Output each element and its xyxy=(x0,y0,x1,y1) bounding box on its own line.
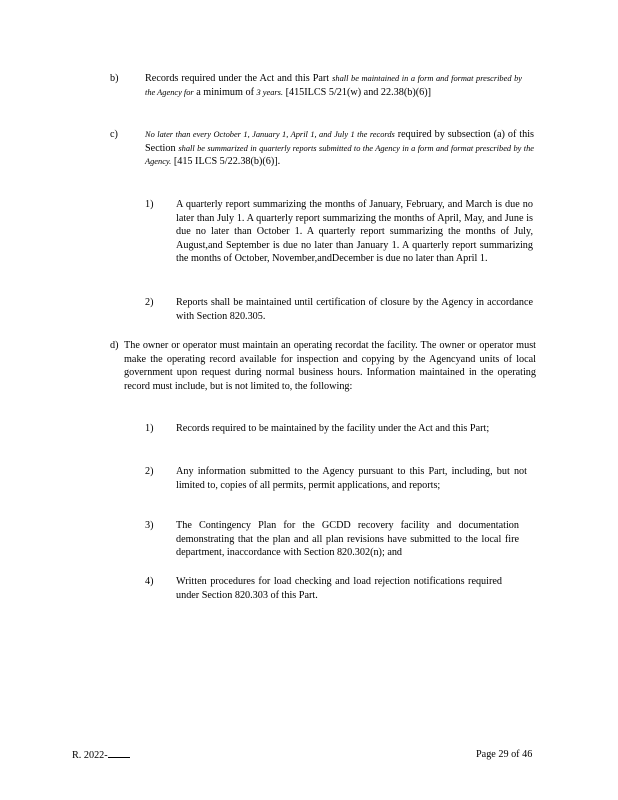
subsection-b-italic-1: shall be maintained in a form and format prescribed by the Agency for xyxy=(145,74,523,97)
footer-page-number: Page 29 of 46 xyxy=(476,749,533,760)
subsection-d-label: d) xyxy=(110,340,119,351)
item-d1-label: 1) xyxy=(145,423,154,434)
subsection-b-text-1: Records required under the Act and this Part xyxy=(145,73,330,84)
subsection-c-citation: [415 ILCS 5/22.38(b)(6)]. xyxy=(173,156,281,168)
item-d3-label: 3) xyxy=(145,520,154,531)
subsection-b-italic-2: 3 years. xyxy=(256,87,284,97)
subsection-c-italic-2: shall be summarized in quarterly reports submitted to the Agency in a form and format prescribed by the Agency. xyxy=(145,143,534,167)
subsection-c-label: c) xyxy=(110,129,118,140)
item-d2-text: Any information submitted to the Agency pursuant to this Part, including, but not limited to, copies of all permits, permit applications, and reports; xyxy=(176,466,527,491)
item-d3-text: The Contingency Plan for the GCDD recovery facility and documentation demonstrating that the plan and all plan revisions have submitted to the local fire department, inaccordance with Section 820.302(n); and xyxy=(176,520,519,559)
item-c2-text: Reports shall be maintained until certification of closure by the Agency in accordance with Section 820.305. xyxy=(176,297,533,322)
subsection-b-text xyxy=(145,72,522,99)
item-d1-text: Records required to be maintained by the facility under the Act and this Part; xyxy=(176,423,490,434)
item-d4-label: 4) xyxy=(145,576,154,587)
item-c2-label: 2) xyxy=(145,297,154,308)
subsection-b-citation: [415ILCS 5/21(w) and 22.38(b)(6)] xyxy=(285,86,432,98)
subsection-c-text xyxy=(145,128,534,169)
item-d2-label: 2) xyxy=(145,466,154,477)
subsection-b-text-2: a minimum of xyxy=(196,86,254,98)
subsection-d-body: The owner or operator must maintain an operating recordat the facility. The owner or operator must make the operating record available for inspection and copying by the Agencyand units of local government upon request during normal business hours. Information maintained in the operating record must include, but is not limited to, the following: xyxy=(124,340,536,392)
subsection-b-label: b) xyxy=(110,73,119,84)
footer-docket-blank xyxy=(108,748,130,758)
subsection-c-text-1: required by subsection (a) of this Section xyxy=(145,129,534,154)
item-d4-text: Written procedures for load checking and load rejection notifications required under Section 820.303 of this Part. xyxy=(176,576,502,601)
item-c1-text: A quarterly report summarizing the months of January, February, and March is due no later than July 1. A quarterly report summarizing the months of April, May, and June is due no later than October 1. A quarterly report summarizing the months of July, August,and September is due no later than January 1. A quarterly report summarizing the months of October, November,andDecember is due no later than April 1. xyxy=(176,199,533,265)
footer-docket-text: R. 2022- xyxy=(72,750,108,761)
subsection-d-text xyxy=(124,339,536,393)
item-c1-label: 1) xyxy=(145,199,154,210)
footer-docket xyxy=(72,748,130,762)
subsection-c-italic-1: No later than every October 1, January 1, April 1, and July 1 the records xyxy=(145,130,395,139)
